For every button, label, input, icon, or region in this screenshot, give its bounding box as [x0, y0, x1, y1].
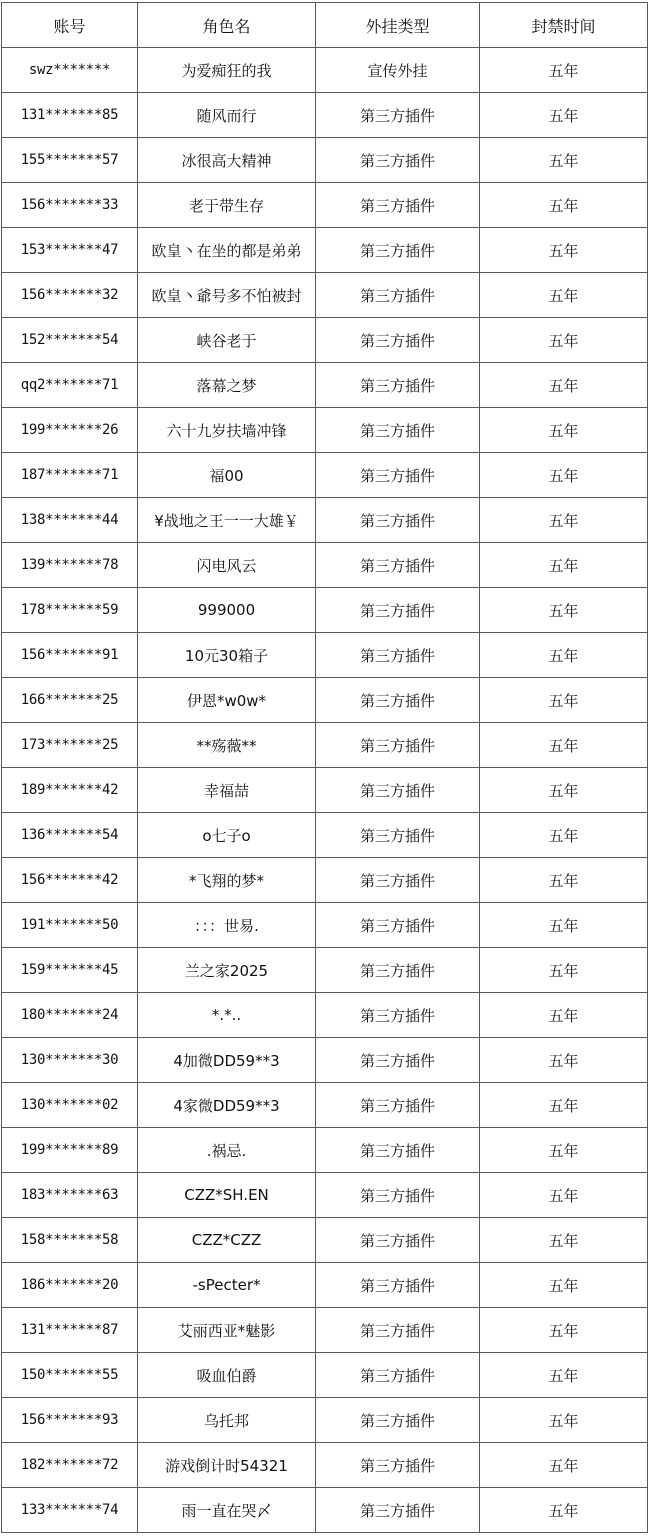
table-row: [2, 588, 648, 633]
role-name-cell: 4加微DD59**3: [138, 1038, 316, 1083]
table-row: [2, 948, 648, 993]
role-name-cell: CZZ*SH.EN: [138, 1173, 316, 1218]
role-name-cell: *飞翔的梦*: [138, 858, 316, 903]
account-cell: 159*******45: [2, 948, 138, 993]
ban-duration-cell: 五年: [480, 1038, 648, 1083]
ban-duration-cell: 五年: [480, 1128, 648, 1173]
account-cell: 155*******57: [2, 138, 138, 183]
ban-duration-cell: 五年: [480, 1353, 648, 1398]
table-row: [2, 993, 648, 1038]
cheat-type-cell: 第三方插件: [316, 1398, 480, 1443]
cheat-type-cell: 第三方插件: [316, 1173, 480, 1218]
role-name-cell: 游戏倒计时54321: [138, 1443, 316, 1488]
ban-duration-cell: 五年: [480, 1398, 648, 1443]
cheat-type-cell: 第三方插件: [316, 1128, 480, 1173]
table-row: [2, 723, 648, 768]
cheat-type-cell: 第三方插件: [316, 768, 480, 813]
cheat-type-cell: 第三方插件: [316, 498, 480, 543]
table-row: [2, 633, 648, 678]
table-header: [2, 3, 648, 48]
role-name-cell: .祸忌.: [138, 1128, 316, 1173]
role-name-cell: 冰很高大精神: [138, 138, 316, 183]
table-row: [2, 318, 648, 363]
role-name-cell: 兰之家2025: [138, 948, 316, 993]
table-row: [2, 93, 648, 138]
ban-duration-cell: 五年: [480, 993, 648, 1038]
ban-duration-cell: 五年: [480, 1488, 648, 1533]
cheat-type-cell: 第三方插件: [316, 1488, 480, 1533]
ban-duration-cell: 五年: [480, 498, 648, 543]
account-cell: 138*******44: [2, 498, 138, 543]
account-cell: 133*******74: [2, 1488, 138, 1533]
table-row: [2, 1218, 648, 1263]
cheat-type-cell: 第三方插件: [316, 1353, 480, 1398]
role-name-cell: 艾丽西亚*魅影: [138, 1308, 316, 1353]
role-name-cell: 吸血伯爵: [138, 1353, 316, 1398]
account-cell: 131*******85: [2, 93, 138, 138]
account-cell: 186*******20: [2, 1263, 138, 1308]
role-name-cell: 闪电风云: [138, 543, 316, 588]
header-account: 账号: [2, 3, 138, 48]
table-row: [2, 1353, 648, 1398]
ban-duration-cell: 五年: [480, 93, 648, 138]
cheat-type-cell: 第三方插件: [316, 408, 480, 453]
role-name-cell: 欧皇丶在坐的都是弟弟: [138, 228, 316, 273]
cheat-type-cell: 第三方插件: [316, 633, 480, 678]
cheat-type-cell: 第三方插件: [316, 903, 480, 948]
table-row: [2, 1083, 648, 1128]
table-row: [2, 48, 648, 93]
role-name-cell: **殇薇**: [138, 723, 316, 768]
ban-duration-cell: 五年: [480, 1308, 648, 1353]
ban-duration-cell: 五年: [480, 1443, 648, 1488]
ban-duration-cell: 五年: [480, 903, 648, 948]
cheat-type-cell: 第三方插件: [316, 1308, 480, 1353]
cheat-type-cell: 第三方插件: [316, 273, 480, 318]
table-row: [2, 1398, 648, 1443]
cheat-type-cell: 第三方插件: [316, 723, 480, 768]
cheat-type-cell: 第三方插件: [316, 678, 480, 723]
cheat-type-cell: 第三方插件: [316, 453, 480, 498]
ban-duration-cell: 五年: [480, 273, 648, 318]
role-name-cell: 999000: [138, 588, 316, 633]
table-row: [2, 183, 648, 228]
ban-duration-cell: 五年: [480, 588, 648, 633]
cheat-type-cell: 第三方插件: [316, 93, 480, 138]
account-cell: 187*******71: [2, 453, 138, 498]
account-cell: 153*******47: [2, 228, 138, 273]
ban-duration-cell: 五年: [480, 813, 648, 858]
ban-duration-cell: 五年: [480, 183, 648, 228]
cheat-type-cell: 第三方插件: [316, 1443, 480, 1488]
cheat-type-cell: 第三方插件: [316, 1218, 480, 1263]
ban-duration-cell: 五年: [480, 1218, 648, 1263]
ban-duration-cell: 五年: [480, 543, 648, 588]
header-ban-duration: 封禁时间: [480, 3, 648, 48]
table-row: [2, 1173, 648, 1218]
ban-duration-cell: 五年: [480, 318, 648, 363]
cheat-type-cell: 第三方插件: [316, 363, 480, 408]
cheat-type-cell: 第三方插件: [316, 813, 480, 858]
ban-duration-cell: 五年: [480, 948, 648, 993]
role-name-cell: 伊恩*w0w*: [138, 678, 316, 723]
ban-duration-cell: 五年: [480, 453, 648, 498]
ban-duration-cell: 五年: [480, 408, 648, 453]
table-row: [2, 1263, 648, 1308]
table-row: [2, 543, 648, 588]
role-name-cell: 福00: [138, 453, 316, 498]
account-cell: 173*******25: [2, 723, 138, 768]
account-cell: 156*******32: [2, 273, 138, 318]
account-cell: 182*******72: [2, 1443, 138, 1488]
cheat-type-cell: 第三方插件: [316, 993, 480, 1038]
role-name-cell: 六十九岁扶墙冲锋: [138, 408, 316, 453]
table-body: [2, 48, 648, 1533]
ban-duration-cell: 五年: [480, 228, 648, 273]
table-row: [2, 363, 648, 408]
account-cell: 131*******87: [2, 1308, 138, 1353]
account-cell: 156*******42: [2, 858, 138, 903]
ban-duration-cell: 五年: [480, 1083, 648, 1128]
ban-duration-cell: 五年: [480, 1173, 648, 1218]
role-name-cell: o七子o: [138, 813, 316, 858]
role-name-cell: 4家微DD59**3: [138, 1083, 316, 1128]
ban-duration-cell: 五年: [480, 768, 648, 813]
header-row: [2, 3, 648, 48]
cheat-type-cell: 第三方插件: [316, 228, 480, 273]
ban-duration-cell: 五年: [480, 48, 648, 93]
account-cell: 199*******89: [2, 1128, 138, 1173]
account-cell: 130*******30: [2, 1038, 138, 1083]
cheat-type-cell: 宣传外挂: [316, 48, 480, 93]
ban-duration-cell: 五年: [480, 633, 648, 678]
account-cell: qq2*******71: [2, 363, 138, 408]
role-name-cell: 老于带生存: [138, 183, 316, 228]
role-name-cell: ：：：世易.: [138, 903, 316, 948]
cheat-type-cell: 第三方插件: [316, 543, 480, 588]
account-cell: 136*******54: [2, 813, 138, 858]
table-row: [2, 1128, 648, 1173]
account-cell: 156*******93: [2, 1398, 138, 1443]
account-cell: 183*******63: [2, 1173, 138, 1218]
ban-duration-cell: 五年: [480, 363, 648, 408]
account-cell: 130*******02: [2, 1083, 138, 1128]
cheat-type-cell: 第三方插件: [316, 1038, 480, 1083]
role-name-cell: 落幕之梦: [138, 363, 316, 408]
ban-duration-cell: 五年: [480, 678, 648, 723]
account-cell: 139*******78: [2, 543, 138, 588]
role-name-cell: 为爱痴狂的我: [138, 48, 316, 93]
account-cell: 189*******42: [2, 768, 138, 813]
table-row: [2, 1488, 648, 1533]
table-row: [2, 858, 648, 903]
table-row: [2, 138, 648, 183]
header-cheat-type: 外挂类型: [316, 3, 480, 48]
cheat-type-cell: 第三方插件: [316, 318, 480, 363]
role-name-cell: 欧皇丶爺号多不怕被封: [138, 273, 316, 318]
account-cell: 152*******54: [2, 318, 138, 363]
ban-duration-cell: 五年: [480, 858, 648, 903]
ban-duration-cell: 五年: [480, 723, 648, 768]
account-cell: swz*******: [2, 48, 138, 93]
cheat-type-cell: 第三方插件: [316, 183, 480, 228]
role-name-cell: 雨一直在哭〆: [138, 1488, 316, 1533]
cheat-type-cell: 第三方插件: [316, 1263, 480, 1308]
role-name-cell: 10元30箱子: [138, 633, 316, 678]
role-name-cell: *.*..: [138, 993, 316, 1038]
table-row: [2, 1308, 648, 1353]
ban-duration-cell: 五年: [480, 138, 648, 183]
account-cell: 166*******25: [2, 678, 138, 723]
cheat-type-cell: 第三方插件: [316, 1083, 480, 1128]
role-name-cell: ¥战地之王一一大雄￥: [138, 498, 316, 543]
cheat-type-cell: 第三方插件: [316, 138, 480, 183]
role-name-cell: 乌托邦: [138, 1398, 316, 1443]
account-cell: 199*******26: [2, 408, 138, 453]
table-row: [2, 813, 648, 858]
header-role-name: 角色名: [138, 3, 316, 48]
role-name-cell: -sPecter*: [138, 1263, 316, 1308]
table-row: [2, 408, 648, 453]
account-cell: 178*******59: [2, 588, 138, 633]
account-cell: 150*******55: [2, 1353, 138, 1398]
cheat-type-cell: 第三方插件: [316, 588, 480, 633]
account-cell: 156*******33: [2, 183, 138, 228]
ban-duration-cell: 五年: [480, 1263, 648, 1308]
role-name-cell: 随风而行: [138, 93, 316, 138]
account-cell: 156*******91: [2, 633, 138, 678]
account-cell: 191*******50: [2, 903, 138, 948]
table-row: [2, 903, 648, 948]
table-row: [2, 1443, 648, 1488]
table-row: [2, 228, 648, 273]
table-row: [2, 1038, 648, 1083]
ban-list-table: [1, 2, 648, 1533]
cheat-type-cell: 第三方插件: [316, 858, 480, 903]
role-name-cell: 峡谷老于: [138, 318, 316, 363]
role-name-cell: 幸福喆: [138, 768, 316, 813]
cheat-type-cell: 第三方插件: [316, 948, 480, 993]
role-name-cell: CZZ*CZZ: [138, 1218, 316, 1263]
account-cell: 158*******58: [2, 1218, 138, 1263]
table-row: [2, 453, 648, 498]
table-row: [2, 498, 648, 543]
table-row: [2, 678, 648, 723]
table-row: [2, 768, 648, 813]
account-cell: 180*******24: [2, 993, 138, 1038]
table-row: [2, 273, 648, 318]
